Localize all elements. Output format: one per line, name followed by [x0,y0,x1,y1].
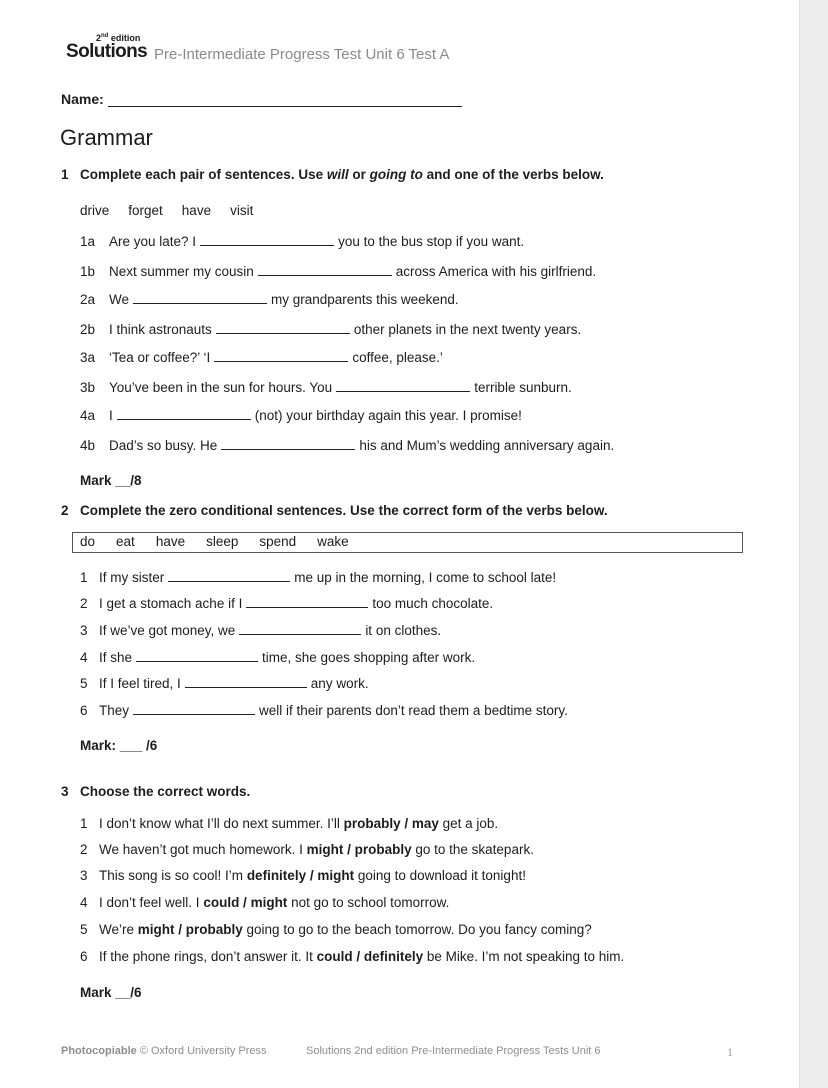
word-choice[interactable]: might / probably [137,922,243,937]
page-number: 1 [727,1045,733,1059]
answer-gap[interactable] [214,349,348,362]
answer-gap[interactable] [336,379,470,392]
test-title: Pre-Intermediate Progress Test Unit 6 Test A [154,46,450,63]
task-1-item: 3b You’ve been in the sun for hours. You terrible sunburn. [80,380,572,395]
edition-label: 2nd edition [96,33,141,43]
task-1-item: 3a ‘Tea or coffee?’ ‘I coffee, please.’ [80,350,443,365]
task-1-instruction: 1 Complete each pair of sentences. Use will or going to and one of the verbs below. [61,167,604,182]
word-choice[interactable]: probably / may [343,816,439,831]
answer-gap[interactable] [216,321,350,334]
brand-logo: Solutions [66,41,148,62]
task-1-item: 2b I think astronauts other planets in the next twenty years. [80,322,582,337]
word-item: have [181,203,212,218]
name-field-line[interactable] [108,106,462,107]
word-item: wake [317,534,349,549]
task-3-item: 1 I don’t know what I’ll do next summer. I’ll probably / may get a job. [80,816,499,831]
answer-gap[interactable] [117,407,251,420]
answer-gap[interactable] [133,702,255,715]
word-choice[interactable]: could / might [203,895,288,910]
task-2-item: 2 I get a stomach ache if I too much chocolate. [80,596,494,611]
task-3-mark: Mark __/6 [80,985,142,1000]
answer-gap[interactable] [258,263,392,276]
answer-gap[interactable] [136,649,258,662]
page-edge [799,0,828,1088]
word-item: spend [259,534,297,549]
task-2-word-list [80,534,370,549]
word-item: eat [116,534,135,549]
task-1-item: 4b Dad’s so busy. He his and Mum’s wedding anniversary again. [80,438,615,453]
task-2-item: 1 If my sister me up in the morning, I come to school late! [80,570,557,585]
word-choice[interactable]: definitely / might [246,868,355,883]
task-3-item: 6 If the phone rings, don’t answer it. It could / definitely be Mike. I’m not speaking to him. [80,949,625,964]
task-2-item: 5 If I feel tired, I any work. [80,676,369,691]
section-title: Grammar [60,125,153,150]
task-1-word-list [80,203,272,218]
task-1-item: 1a Are you late? I you to the bus stop if you want. [80,234,525,249]
answer-gap[interactable] [185,675,307,688]
answer-gap[interactable] [168,569,290,582]
task-2-item: 4 If she time, she goes shopping after work. [80,650,476,665]
answer-gap[interactable] [133,291,267,304]
word-choice[interactable]: could / definitely [316,949,424,964]
word-item: sleep [206,534,239,549]
answer-gap[interactable] [221,437,355,450]
task-1-mark: Mark __/8 [80,473,142,488]
task-3-item: 3 This song is so cool! I’m definitely / might going to download it tonight! [80,868,526,883]
task-1-item: 1b Next summer my cousin across America with his girlfriend. [80,264,597,279]
word-item: have [155,534,186,549]
footer-title: Solutions 2nd edition Pre-Intermediate Progress Tests Unit 6 [306,1045,601,1057]
task-2-item: 3 If we’ve got money, we it on clothes. [80,623,442,638]
word-item: visit [230,203,254,218]
name-label: Name: [61,91,104,107]
word-item: do [80,534,96,549]
task-1-item: 2a We my grandparents this weekend. [80,292,459,307]
answer-gap[interactable] [200,233,334,246]
task-1-item: 4a I (not) your birthday again this year. I promise! [80,408,522,423]
footer-copyright: Photocopiable © Oxford University Press [61,1045,267,1057]
word-item: drive [80,203,110,218]
word-choice[interactable]: might / probably [306,842,412,857]
task-3-item: 5 We’re might / probably going to go to the beach tomorrow. Do you fancy coming? [80,922,592,937]
word-item: forget [128,203,163,218]
answer-gap[interactable] [246,595,368,608]
task-2-mark: Mark: ___ /6 [80,738,158,753]
answer-gap[interactable] [239,622,361,635]
task-2-item: 6 They well if their parents don’t read them a bedtime story. [80,703,568,718]
task-3-item: 4 I don’t feel well. I could / might not go to school tomorrow. [80,895,450,910]
task-3-instruction: 3 Choose the correct words. [61,784,251,799]
task-3-item: 2 We haven’t got much homework. I might / probably go to the skatepark. [80,842,534,857]
task-2-instruction: 2 Complete the zero conditional sentences. Use the correct form of the verbs below. [61,503,608,518]
